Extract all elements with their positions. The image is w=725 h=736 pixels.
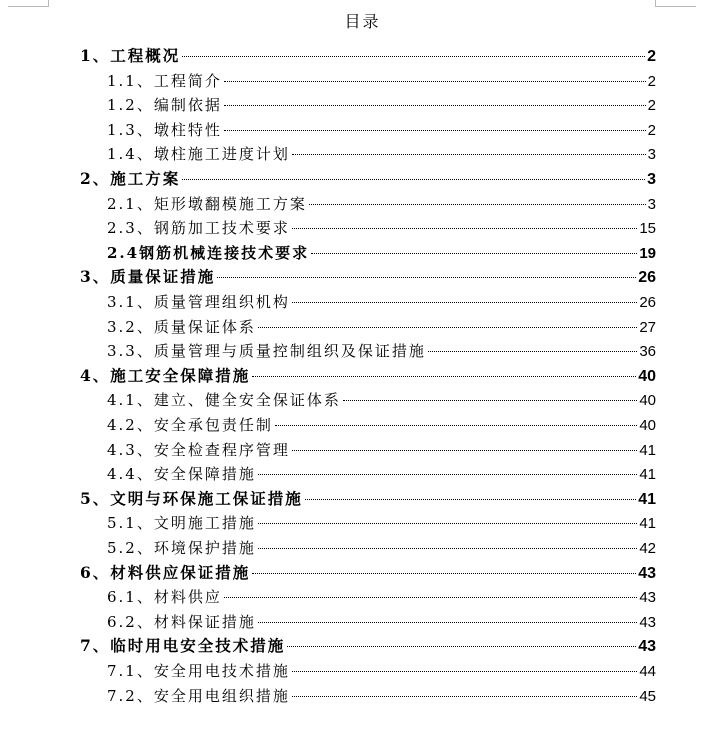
toc-dot-leader (309, 204, 646, 205)
toc-entry-label: 3.1、质量管理组织机构 (107, 293, 290, 311)
toc-entry-label: 1.1、工程简介 (107, 71, 222, 90)
toc-entry-label: 6、材料供应保证措施 (80, 562, 251, 582)
toc-page-number: 2 (647, 72, 656, 90)
toc-title: 目录 (344, 12, 381, 31)
toc-section-entry[interactable] (107, 241, 656, 265)
toc-dot-leader (311, 253, 637, 254)
toc-page-number: 41 (639, 466, 656, 484)
toc-section-entry[interactable] (107, 659, 656, 683)
toc-dot-leader (292, 671, 637, 672)
toc-page-number: 40 (638, 367, 656, 385)
toc-page-number: 43 (638, 638, 656, 656)
toc-dot-leader (292, 302, 637, 303)
toc-dot-leader (258, 548, 637, 549)
toc-dot-leader (287, 646, 636, 647)
toc-dot-leader (292, 228, 637, 229)
toc-entry-label: 2、施工方案 (80, 169, 181, 188)
toc-section-entry[interactable] (107, 142, 656, 166)
toc-entry-label: 4.1、建立、健全安全保证体系 (107, 391, 341, 410)
toc-page-number: 45 (639, 687, 656, 705)
toc-section-entry[interactable] (107, 69, 656, 93)
toc-entry-label: 4.3、安全检查程序管理 (107, 440, 290, 459)
toc-page-number: 36 (639, 343, 656, 361)
toc-entry-label: 1.4、墩柱施工进度计划 (107, 145, 290, 164)
toc-page-number: 3 (647, 171, 656, 188)
toc-section-entry[interactable] (107, 684, 656, 708)
toc-dot-leader (258, 474, 637, 475)
toc-page-number: 3 (647, 195, 656, 213)
toc-dot-leader (343, 400, 637, 401)
toc-dot-leader (252, 376, 636, 377)
page-corner-mark-left (8, 0, 49, 7)
toc-dot-leader (258, 523, 637, 524)
toc-entry-label: 4.4、安全保障措施 (107, 465, 256, 484)
toc-entry-label: 6.1、材料供应 (107, 588, 222, 607)
toc-chapter-entry[interactable] (80, 44, 656, 68)
toc-entry-label: 4.2、安全承包责任制 (107, 416, 273, 434)
toc-entry-label: 2.3、钢筋加工技术要求 (107, 219, 290, 238)
toc-dot-leader (224, 597, 637, 598)
toc-section-entry[interactable] (107, 290, 656, 314)
toc-page-number: 2 (647, 48, 656, 65)
toc-entry-label: 3、质量保证措施 (80, 267, 216, 287)
toc-page-number: 41 (638, 490, 656, 508)
toc-section-entry[interactable] (107, 315, 656, 339)
toc-section-entry[interactable] (107, 438, 656, 462)
toc-entry-label: 4、施工安全保障措施 (80, 365, 251, 385)
toc-entry-label: 6.2、材料保证措施 (107, 612, 256, 631)
toc-dot-leader (258, 327, 637, 328)
toc-section-entry[interactable] (107, 118, 656, 142)
toc-dot-leader (275, 425, 637, 426)
toc-dot-leader (258, 622, 637, 623)
toc-entry-label: 3.2、质量保证体系 (107, 317, 256, 336)
toc-page-number: 2 (647, 97, 656, 115)
toc-section-entry[interactable] (107, 536, 656, 560)
toc-section-entry[interactable] (107, 585, 656, 609)
toc-page-number: 41 (639, 441, 656, 459)
page-corner-mark-right (655, 0, 696, 7)
toc-page-number: 43 (639, 589, 656, 607)
toc-chapter-entry[interactable] (80, 487, 656, 511)
toc-page-number: 19 (639, 244, 656, 262)
toc-chapter-entry[interactable] (80, 364, 656, 388)
toc-dot-leader (182, 179, 645, 180)
toc-section-entry[interactable] (107, 462, 656, 486)
toc-entry-label: 1、工程概况 (80, 46, 181, 65)
toc-dot-leader (217, 277, 636, 278)
toc-dot-leader (182, 56, 645, 57)
toc-chapter-entry[interactable] (80, 634, 656, 658)
toc-entry-label: 3.3、质量管理与质量控制组织及保证措施 (107, 342, 426, 361)
toc-chapter-entry[interactable] (80, 167, 656, 191)
toc-page-number: 3 (647, 146, 656, 164)
toc-section-entry[interactable] (107, 388, 656, 412)
toc-entry-label: 1.3、墩柱特性 (107, 120, 222, 139)
toc-dot-leader (224, 81, 646, 82)
toc-section-entry[interactable] (107, 339, 656, 363)
toc-entry-label: 7.2、安全用电组织措施 (107, 686, 290, 705)
toc-dot-leader (305, 499, 636, 500)
toc-section-entry[interactable] (107, 216, 656, 240)
toc-entry-label: 7.1、安全用电技术措施 (107, 662, 290, 680)
toc-page-number: 43 (639, 613, 656, 631)
toc-entry-label: 5、文明与环保施工保证措施 (80, 488, 303, 508)
toc-dot-leader (252, 573, 636, 574)
toc-dot-leader (292, 696, 637, 697)
toc-page-number: 44 (639, 663, 656, 680)
toc-dot-leader (224, 105, 646, 106)
toc-dot-leader (292, 154, 646, 155)
toc-page-number: 42 (639, 540, 656, 557)
toc-section-entry[interactable] (107, 413, 656, 437)
toc-chapter-entry[interactable] (80, 265, 656, 289)
toc-entry-label: 7、临时用电安全技术措施 (80, 636, 286, 656)
toc-page-number: 40 (639, 392, 656, 410)
toc-page-number: 27 (639, 318, 656, 336)
toc-section-entry[interactable] (107, 610, 656, 634)
toc-entry-label: 5.2、环境保护措施 (107, 539, 256, 557)
toc-section-entry[interactable] (107, 192, 656, 216)
toc-dot-leader (428, 351, 637, 352)
toc-page-number: 41 (639, 515, 656, 533)
toc-entry-label: 2.4钢筋机械连接技术要求 (107, 243, 310, 262)
toc-dot-leader (224, 130, 646, 131)
toc-page-number: 26 (639, 294, 656, 311)
toc-entry-label: 1.2、编制依据 (107, 96, 222, 115)
toc-section-entry[interactable] (107, 93, 656, 117)
toc-page-number: 26 (638, 269, 656, 287)
toc-page-number: 15 (639, 220, 656, 238)
toc-entry-label: 5.1、文明施工措施 (107, 514, 256, 533)
toc-entry-label: 2.1、矩形墩翻模施工方案 (107, 194, 307, 213)
toc-page-number: 2 (647, 121, 656, 139)
toc-chapter-entry[interactable] (80, 561, 656, 585)
toc-page-number: 40 (639, 417, 656, 434)
toc-dot-leader (292, 450, 637, 451)
toc-page-number: 43 (638, 564, 656, 582)
toc-section-entry[interactable] (107, 511, 656, 535)
